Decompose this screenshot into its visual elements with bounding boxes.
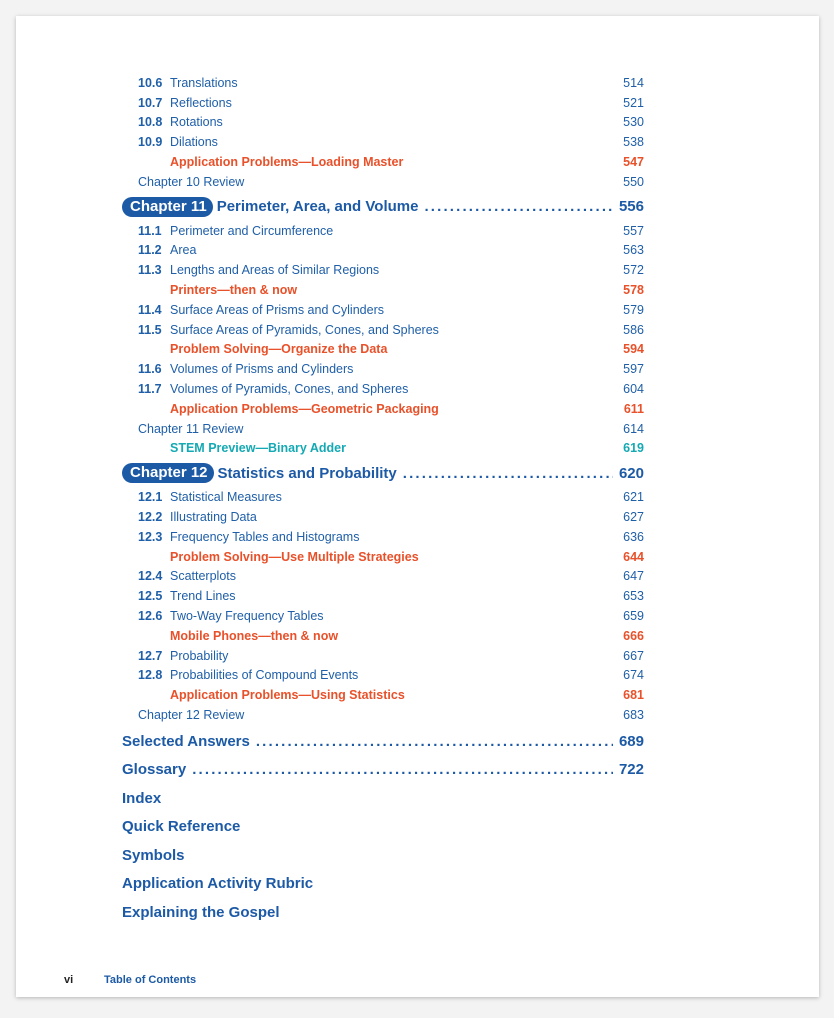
entry-page: 563 — [623, 243, 644, 258]
entry-page: 530 — [623, 115, 644, 130]
entry-title: Frequency Tables and Histograms — [170, 529, 360, 544]
entry-title: Problem Solving—Use Multiple Strategies — [170, 549, 419, 564]
backmatter-symbols[interactable] — [122, 841, 644, 870]
dot-leader — [192, 761, 613, 778]
entry-title: Printers—then & now — [170, 283, 298, 298]
chapter-12-heading[interactable] — [122, 460, 644, 486]
lesson-number: 11.2 — [138, 243, 162, 258]
toc-review-row[interactable] — [122, 705, 644, 725]
backmatter-page: 689 — [618, 732, 644, 750]
entry-title: Chapter 11 Review — [138, 421, 244, 436]
entry-page: 619 — [623, 441, 644, 456]
entry-page: 627 — [623, 510, 644, 525]
lesson-number: 10.8 — [138, 115, 163, 130]
table-of-contents — [122, 73, 644, 926]
entry-title: Probabilities of Compound Events — [170, 668, 359, 683]
entry-title: Perimeter and Circumference — [170, 223, 334, 238]
entry-title: Chapter 12 Review — [138, 708, 245, 722]
lesson-number: 12.2 — [138, 510, 163, 525]
entry-page: 586 — [623, 322, 644, 337]
backmatter-title: Application Activity Rubric — [122, 875, 314, 893]
entry-title: Dilations — [170, 135, 218, 150]
footer-page-number: vi — [64, 974, 74, 986]
backmatter-quick-reference[interactable] — [122, 812, 644, 841]
toc-lesson-row[interactable] — [122, 666, 644, 686]
entry-title: Volumes of Pyramids, Cones, and Spheres — [170, 382, 409, 397]
entry-title: Area — [170, 243, 197, 258]
lesson-number: 12.8 — [138, 668, 163, 683]
entry-page: 521 — [623, 95, 644, 110]
entry-page: 604 — [623, 382, 644, 397]
backmatter-selected-answers[interactable] — [122, 727, 644, 756]
entry-title: Chapter 10 Review — [138, 174, 245, 189]
toc-lesson-row[interactable] — [122, 73, 644, 93]
toc-lesson-row[interactable] — [122, 646, 644, 666]
toc-lesson-row[interactable] — [122, 507, 644, 527]
chapter-12-label: Chapter 12 — [122, 463, 214, 483]
backmatter-title: Quick Reference — [122, 818, 241, 836]
entry-title: STEM Preview—Binary Adder — [170, 441, 346, 456]
backmatter-page: 722 — [618, 761, 644, 779]
toc-lesson-row[interactable] — [122, 221, 644, 241]
entry-page: 578 — [623, 283, 644, 298]
section-chapter-12 — [122, 487, 644, 725]
backmatter-application-activity-rubric[interactable] — [122, 869, 644, 898]
entry-title: Application Problems—Loading Master — [170, 155, 404, 170]
entry-title: Mobile Phones—then & now — [170, 628, 339, 643]
backmatter-glossary[interactable] — [122, 755, 644, 784]
toc-lesson-row[interactable] — [122, 113, 644, 133]
entry-title: Application Problems—Using Statistics — [170, 688, 405, 703]
entry-title: Two-Way Frequency Tables — [170, 609, 324, 624]
toc-lesson-row[interactable] — [122, 260, 644, 280]
entry-page: 611 — [623, 401, 644, 416]
toc-feature-row[interactable] — [122, 152, 644, 172]
entry-title: Problem Solving—Organize the Data — [170, 342, 388, 357]
section-chapter-11 — [122, 221, 644, 459]
backmatter-title: Index — [122, 789, 162, 807]
toc-feature-row[interactable] — [122, 685, 644, 705]
entry-title: Rotations — [170, 115, 223, 130]
backmatter-title: Symbols — [122, 846, 185, 864]
entry-title: Illustrating Data — [170, 510, 257, 525]
footer-label: Table of Contents — [104, 974, 197, 986]
backmatter-title: Selected Answers — [122, 732, 250, 750]
lesson-number: 12.4 — [138, 569, 163, 584]
entry-page: 644 — [623, 549, 644, 564]
backmatter-title: Explaining the Gospel — [122, 903, 280, 921]
backmatter-title: Glossary — [122, 761, 187, 779]
page-footer — [64, 974, 196, 986]
chapter-11-page: 556 — [618, 198, 644, 216]
entry-title: Statistical Measures — [170, 490, 282, 505]
entry-title: Reflections — [170, 95, 232, 110]
lesson-number: 10.7 — [138, 95, 163, 110]
entry-page: 666 — [623, 628, 644, 643]
entry-page: 659 — [623, 609, 644, 624]
entry-page: 667 — [623, 648, 644, 663]
lesson-number: 12.7 — [138, 648, 163, 663]
entry-page: 621 — [623, 490, 644, 505]
entry-page: 514 — [623, 75, 644, 90]
entry-page: 683 — [623, 708, 644, 722]
dot-leader — [403, 465, 613, 482]
lesson-number: 11.3 — [138, 263, 162, 278]
toc-lesson-row[interactable] — [122, 487, 644, 507]
toc-lesson-row[interactable] — [122, 320, 644, 340]
entry-page: 636 — [623, 529, 644, 544]
entry-page: 681 — [623, 688, 644, 703]
toc-review-row[interactable] — [122, 172, 644, 192]
toc-lesson-row[interactable] — [122, 567, 644, 587]
entry-page: 538 — [623, 135, 644, 150]
lesson-number: 11.5 — [138, 322, 162, 337]
entry-page: 674 — [623, 668, 644, 683]
toc-lesson-row[interactable] — [122, 241, 644, 261]
lesson-number: 12.5 — [138, 589, 163, 604]
lesson-number: 12.6 — [138, 609, 163, 624]
entry-page: 614 — [623, 421, 644, 436]
toc-feature-row[interactable] — [122, 547, 644, 567]
toc-lesson-row[interactable] — [122, 379, 644, 399]
lesson-number: 10.9 — [138, 135, 163, 150]
chapter-11-title: Perimeter, Area, and Volume — [216, 198, 419, 216]
entry-title: Translations — [170, 75, 238, 90]
entry-title: Lengths and Areas of Similar Regions — [170, 263, 380, 278]
entry-title: Scatterplots — [170, 569, 237, 584]
lesson-number: 12.1 — [138, 490, 163, 505]
dot-leader — [424, 198, 613, 215]
toc-lesson-row[interactable] — [122, 300, 644, 320]
lesson-number: 11.7 — [138, 382, 162, 397]
entry-page: 557 — [623, 223, 644, 238]
chapter-11-label: Chapter 11 — [122, 197, 213, 217]
lesson-number: 11.4 — [138, 302, 162, 317]
toc-feature-row[interactable] — [122, 439, 644, 459]
entry-page: 594 — [623, 342, 644, 357]
dot-leader — [256, 733, 613, 750]
entry-page: 647 — [623, 569, 644, 584]
toc-feature-row[interactable] — [122, 626, 644, 646]
toc-lesson-row[interactable] — [122, 93, 644, 113]
lesson-number: 11.6 — [138, 362, 162, 377]
entry-title: Surface Areas of Prisms and Cylinders — [170, 302, 384, 317]
backmatter-index[interactable] — [122, 784, 644, 813]
toc-lesson-row[interactable] — [122, 359, 644, 379]
entry-page: 597 — [623, 362, 644, 377]
chapter-12-page: 620 — [618, 464, 644, 482]
entry-page: 579 — [623, 302, 644, 317]
entry-page: 547 — [623, 155, 644, 170]
entry-page: 550 — [623, 174, 644, 189]
entry-page: 653 — [623, 589, 644, 604]
toc-lesson-row[interactable] — [122, 606, 644, 626]
chapter-12-title: Statistics and Probability — [217, 464, 397, 482]
section-chapter-10-tail — [122, 73, 644, 192]
entry-page: 572 — [623, 263, 644, 278]
lesson-number: 12.3 — [138, 529, 163, 544]
entry-title: Application Problems—Geometric Packaging — [170, 401, 439, 416]
lesson-number: 11.1 — [138, 223, 162, 238]
entry-title: Surface Areas of Pyramids, Cones, and Spheres — [170, 322, 439, 337]
toc-feature-row[interactable] — [122, 280, 644, 300]
toc-lesson-row[interactable] — [122, 586, 644, 606]
lesson-number: 10.6 — [138, 75, 163, 90]
toc-feature-row[interactable] — [122, 399, 644, 419]
toc-lesson-row[interactable] — [122, 132, 644, 152]
toc-review-row[interactable] — [122, 419, 644, 439]
toc-feature-row[interactable] — [122, 340, 644, 360]
entry-title: Trend Lines — [170, 589, 236, 604]
document-page — [16, 16, 819, 997]
backmatter-explaining-the-gospel[interactable] — [122, 898, 644, 927]
toc-lesson-row[interactable] — [122, 527, 644, 547]
chapter-11-heading[interactable] — [122, 194, 644, 220]
entry-title: Volumes of Prisms and Cylinders — [170, 362, 354, 377]
entry-title: Probability — [170, 648, 229, 663]
